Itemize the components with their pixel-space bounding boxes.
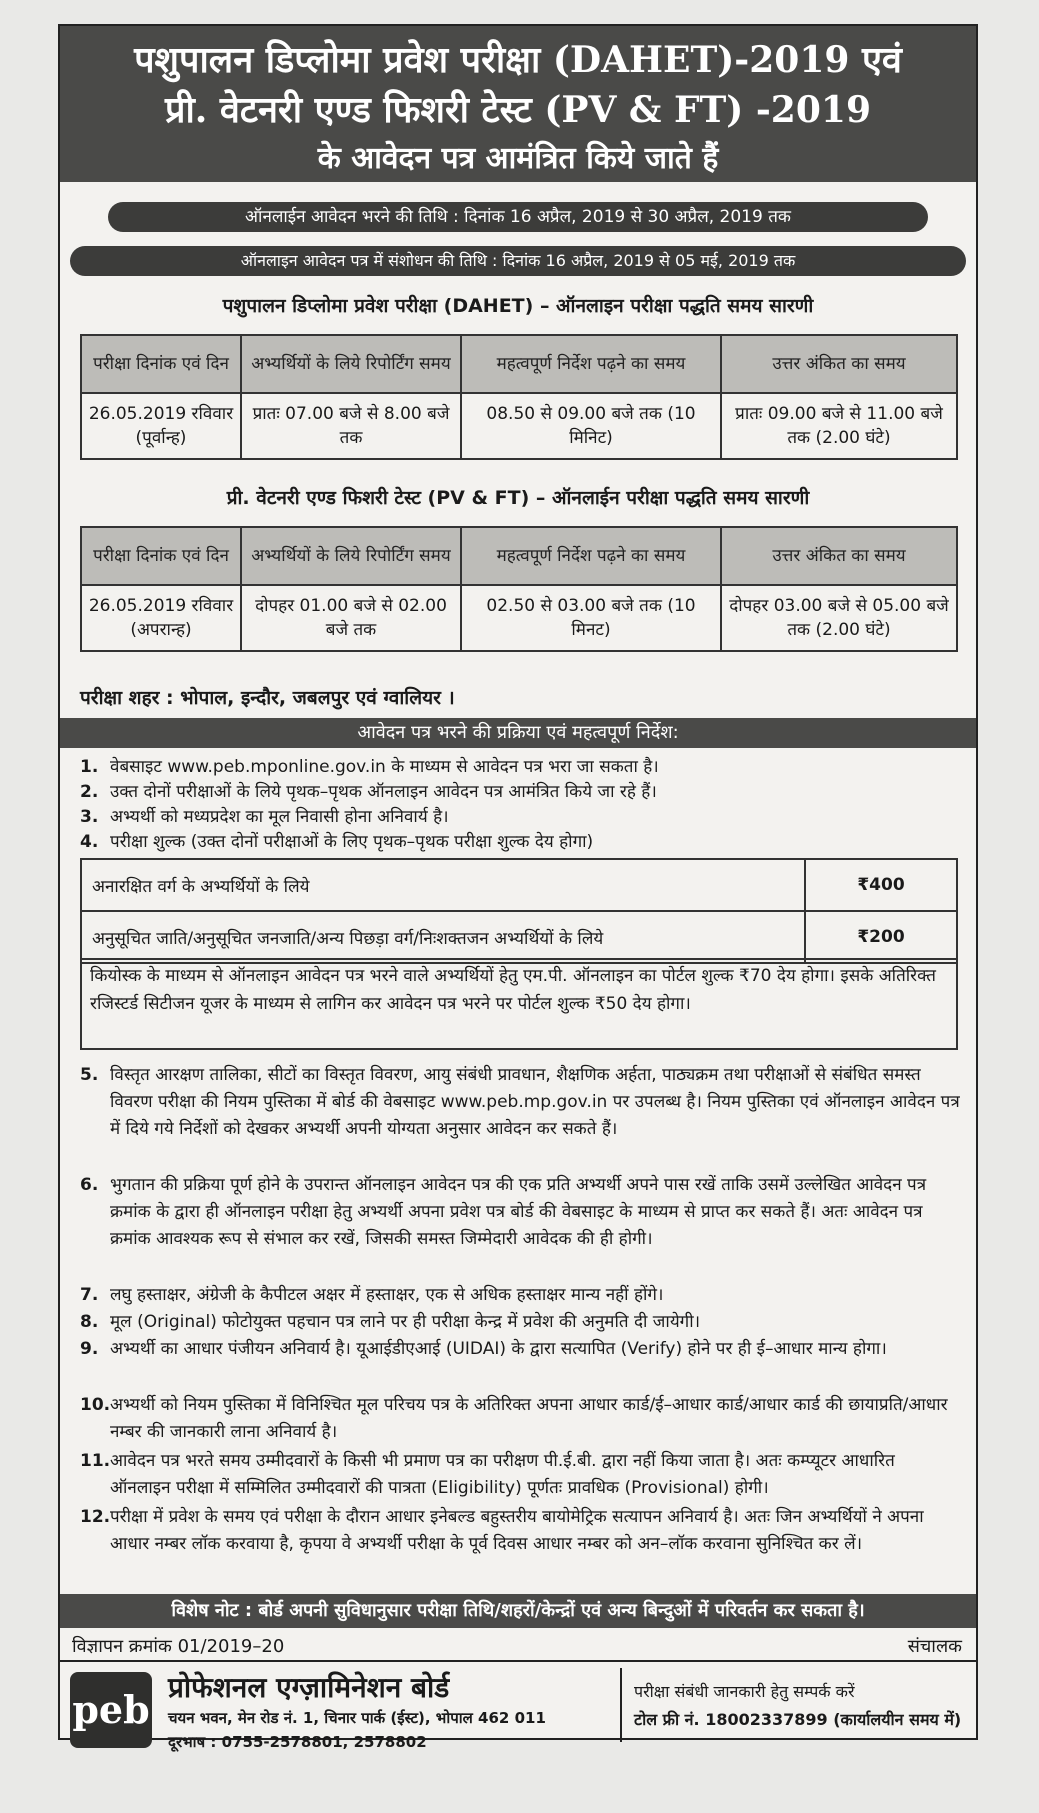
apply-date-banner: ऑनलाईन आवेदन भरने की तिथि : दिनांक 16 अप्रैल, 2019 से 30 अप्रैल, 2019 तक (108, 202, 928, 232)
table-cell: 02.50 से 03.00 बजे तक (10 मिनट) (461, 585, 721, 651)
advertisement-sheet (58, 24, 978, 1751)
header-banner (60, 26, 976, 182)
item-text: परीक्षा शुल्क (उक्त दोनों परीक्षाओं के लिए पृथक–पृथक परीक्षा शुल्क देय होगा) (110, 832, 594, 852)
list-item (80, 779, 960, 806)
list-item (80, 1062, 960, 1143)
dahet-schedule-table (80, 334, 958, 460)
item-number: 2. (80, 782, 99, 802)
item-number: 8. (80, 1312, 99, 1332)
header-title-line2: प्री. वेटनरी एण्ड फिशरी टेस्ट (PV & FT) -2019 (164, 89, 872, 131)
list-item (80, 1448, 960, 1502)
advertisement-number: विज्ञापन क्रमांक 01/2019–20 (72, 1636, 285, 1657)
header-cell: महत्वपूर्ण निर्देश पढ़ने का समय (461, 527, 721, 585)
list-item (80, 1504, 960, 1558)
header-cell: अभ्यर्थियों के लिये रिपोर्टिंग समय (241, 335, 461, 393)
header-title-line3: के आवेदन पत्र आमंत्रित किये जाते हैं (317, 141, 719, 176)
item-text: वेबसाइट www.peb.mponline.gov.in के माध्यम से आवेदन पत्र भरा जा सकता है। (110, 757, 659, 777)
board-address: चयन भवन, मेन रोड नं. 1, चिनार पार्क (ईस्ट), भोपाल 462 011 (168, 1709, 546, 1727)
table-cell: दोपहर 03.00 बजे से 05.00 बजे तक (2.00 घंटे) (721, 585, 957, 651)
table-cell: 26.05.2019 रविवार (अपरान्ह) (81, 585, 241, 651)
special-note-bar: विशेष नोट : बोर्ड अपनी सुविधानुसार परीक्षा तिथि/शहरों/केन्द्रों एवं अन्य बिन्दुओं में परिवर्तन कर सकता है। (60, 1594, 976, 1628)
item-number: 5. (80, 1065, 99, 1085)
list-item (80, 1172, 960, 1253)
fee-label: अनुसूचित जाति/अनुसूचित जनजाति/अन्य पिछड़ा वर्ग/निःशक्तजन अभ्यर्थियों के लिये (81, 911, 805, 963)
item-number: 1. (80, 757, 99, 777)
header-cell: परीक्षा दिनांक एवं दिन (81, 527, 241, 585)
table-row (81, 393, 957, 459)
header-title-line1: पशुपालन डिप्लोमा प्रवेश परीक्षा (DAHET)-2019 एवं (134, 39, 902, 81)
contact-tollfree: टोल फ्री नं. 18002337899 (कार्यालयीन समय में) (634, 1710, 962, 1729)
kiosk-fee-note: कियोस्क के माध्यम से ऑनलाइन आवेदन पत्र भरने वाले अभ्यर्थियों हेतु एम.पी. ऑनलाइन का पोर्टल शुल्क ₹70 देय होगा। इसके अतिरिक्त रजिस्टर्ड सिटीजन यूजर के माध्यम से लागिन कर आवेदन पत्र भरने पर पोर्टल शुल्क ₹50 देय होगा। (80, 958, 958, 1050)
table-row (81, 859, 957, 911)
item-number: 6. (80, 1175, 99, 1195)
item-text: मूल (Original) फोटोयुक्त पहचान पत्र लाने पर ही परीक्षा केन्द्र में प्रवेश की अनुमति दी जायेगी। (110, 1312, 701, 1332)
fee-label: अनारक्षित वर्ग के अभ्यर्थियों के लिये (81, 859, 805, 911)
item-text: आवेदन पत्र भरते समय उम्मीदवारों के किसी भी प्रमाण पत्र का परीक्षण पी.ई.बी. द्वारा नहीं किया जाता है। अतः कम्प्यूटर आधारित ऑनलाइन परीक्षा में सम्मिलित उम्मीदवारों की पात्रता (Eligibility) पूर्णतः प्रावधिक (Provisional) होगी। (110, 1451, 895, 1498)
header-cell: परीक्षा दिनांक एवं दिन (81, 335, 241, 393)
item-text: अभ्यर्थी को नियम पुस्तिका में विनिश्चित मूल परिचय पत्र के अतिरिक्त अपना आधार कार्ड/ई–आधार कार्ड/आधार कार्ड की छायाप्रति/आधार नम्बर की जानकारी लाना अनिवार्य है। (110, 1395, 948, 1442)
footer-divider (60, 1660, 976, 1662)
peb-logo: peb (70, 1672, 152, 1748)
list-item (80, 829, 960, 856)
item-number: 7. (80, 1285, 99, 1305)
table-cell: प्रातः 09.00 बजे से 11.00 बजे तक (2.00 घंटे) (721, 393, 957, 459)
item-text: अभ्यर्थी को मध्यप्रदेश का मूल निवासी होना अनिवार्य है। (110, 807, 449, 827)
item-number: 3. (80, 807, 99, 827)
table-cell: प्रातः 07.00 बजे से 8.00 बजे तक (241, 393, 461, 459)
process-title-bar: आवेदन पत्र भरने की प्रक्रिया एवं महत्वपूर्ण निर्देश: (60, 718, 976, 748)
footer-separator (620, 1668, 622, 1742)
item-text: लघु हस्ताक्षर, अंग्रेजी के कैपीटल अक्षर में हस्ताक्षर, एक से अधिक हस्ताक्षर मान्य नहीं होंगे। (110, 1285, 664, 1305)
list-item (80, 754, 960, 781)
board-phone: दूरभाष : 0755-2578801, 2578802 (168, 1733, 427, 1751)
table-cell: दोपहर 01.00 बजे से 02.00 बजे तक (241, 585, 461, 651)
table-row (81, 911, 957, 963)
board-name: प्रोफेशनल एग्ज़ामिनेशन बोर्ड (168, 1671, 450, 1704)
table-cell: 26.05.2019 रविवार (पूर्वान्ह) (81, 393, 241, 459)
table-cell: 08.50 से 09.00 बजे तक (10 मिनिट) (461, 393, 721, 459)
item-number: 9. (80, 1339, 99, 1359)
fee-amount: ₹200 (805, 911, 957, 963)
table-header-row (81, 527, 957, 585)
exam-cities: परीक्षा शहर : भोपाल, इन्दौर, जबलपुर एवं ग्वालियर । (80, 687, 455, 709)
director-label: संचालक (907, 1636, 962, 1657)
list-item (80, 804, 960, 831)
list-item (80, 1282, 960, 1309)
item-number: 12. (80, 1507, 111, 1527)
contact-line1: परीक्षा संबंधी जानकारी हेतु सम्पर्क करें (634, 1682, 855, 1701)
list-item (80, 1309, 960, 1336)
header-cell: उत्तर अंकित का समय (721, 527, 957, 585)
list-item (80, 1336, 960, 1363)
item-text: भुगतान की प्रक्रिया पूर्ण होने के उपरान्त ऑनलाइन आवेदन पत्र की एक प्रति अभ्यर्थी अपने पास रखें ताकि उसमें उल्लेखित आवेदन पत्र क्रमांक के द्वारा ही ऑनलाइन परीक्षा हेतु अभ्यर्थी अपना प्रवेश पत्र बोर्ड की वेबसाइट के माध्यम से प्राप्त कर सकते हैं। अतः आवेदन पत्र क्रमांक आवश्यक रूप से संभाल कर रखें, जिसकी समस्त जिम्मेदारी आवेदक की ही होगी। (110, 1175, 927, 1249)
header-cell: उत्तर अंकित का समय (721, 335, 957, 393)
pvft-schedule-table (80, 526, 958, 652)
pvft-schedule-title: प्री. वेटनरी एण्ड फिशरी टेस्ट (PV & FT) – ऑनलाईन परीक्षा पद्धति समय सारणी (226, 487, 810, 509)
table-row (81, 585, 957, 651)
item-number: 4. (80, 832, 99, 852)
item-number: 10. (80, 1395, 111, 1415)
item-text: उक्त दोनों परीक्षाओं के लिये पृथक–पृथक ऑनलाइन आवेदन पत्र आमंत्रित किये जा रहे हैं। (110, 782, 657, 802)
item-number: 11. (80, 1451, 111, 1471)
header-cell: अभ्यर्थियों के लिये रिपोर्टिंग समय (241, 527, 461, 585)
list-item (80, 1392, 960, 1446)
item-text: अभ्यर्थी का आधार पंजीयन अनिवार्य है। यूआईडीएआई (UIDAI) के द्वारा सत्यापित (Verify) होने पर ही ई–आधार मान्य होगा। (110, 1339, 887, 1359)
correction-date-banner: ऑनलाइन आवेदन पत्र में संशोधन की तिथि : दिनांक 16 अप्रैल, 2019 से 05 मई, 2019 तक (70, 246, 966, 276)
fee-amount: ₹400 (805, 859, 957, 911)
item-text: विस्तृत आरक्षण तालिका, सीटों का विस्तृत विवरण, आयु संबंधी प्रावधान, शैक्षणिक अर्हता, पाठ्यक्रम तथा परीक्षाओं से संबंधित समस्त विवरण परीक्षा की नियम पुस्तिका में बोर्ड की वेबसाइट www.peb.mp.gov.in पर उपलब्ध है। नियम पुस्तिका एवं ऑनलाइन आवेदन पत्र में दिये गये निर्देशों को देखकर अभ्यर्थी अपनी योग्यता अनुसार आवेदन कर सकते हैं। (110, 1065, 960, 1139)
table-header-row (81, 335, 957, 393)
header-cell: महत्वपूर्ण निर्देश पढ़ने का समय (461, 335, 721, 393)
dahet-schedule-title: पशुपालन डिप्लोमा प्रवेश परीक्षा (DAHET) – ऑनलाइन परीक्षा पद्धति समय सारणी (222, 295, 814, 317)
item-text: परीक्षा में प्रवेश के समय एवं परीक्षा के दौरान आधार इनेबल्ड बहुस्तरीय बायोमेट्रिक सत्यापन अनिवार्य है। अतः जिन अभ्यर्थियों ने अपना आधार नम्बर लॉक करवाया है, कृपया वे अभ्यर्थी परीक्षा के पूर्व दिवस आधार नम्बर को अन–लॉक करवाना सुनिश्चित कर लें। (110, 1507, 924, 1554)
fee-table (80, 858, 958, 964)
